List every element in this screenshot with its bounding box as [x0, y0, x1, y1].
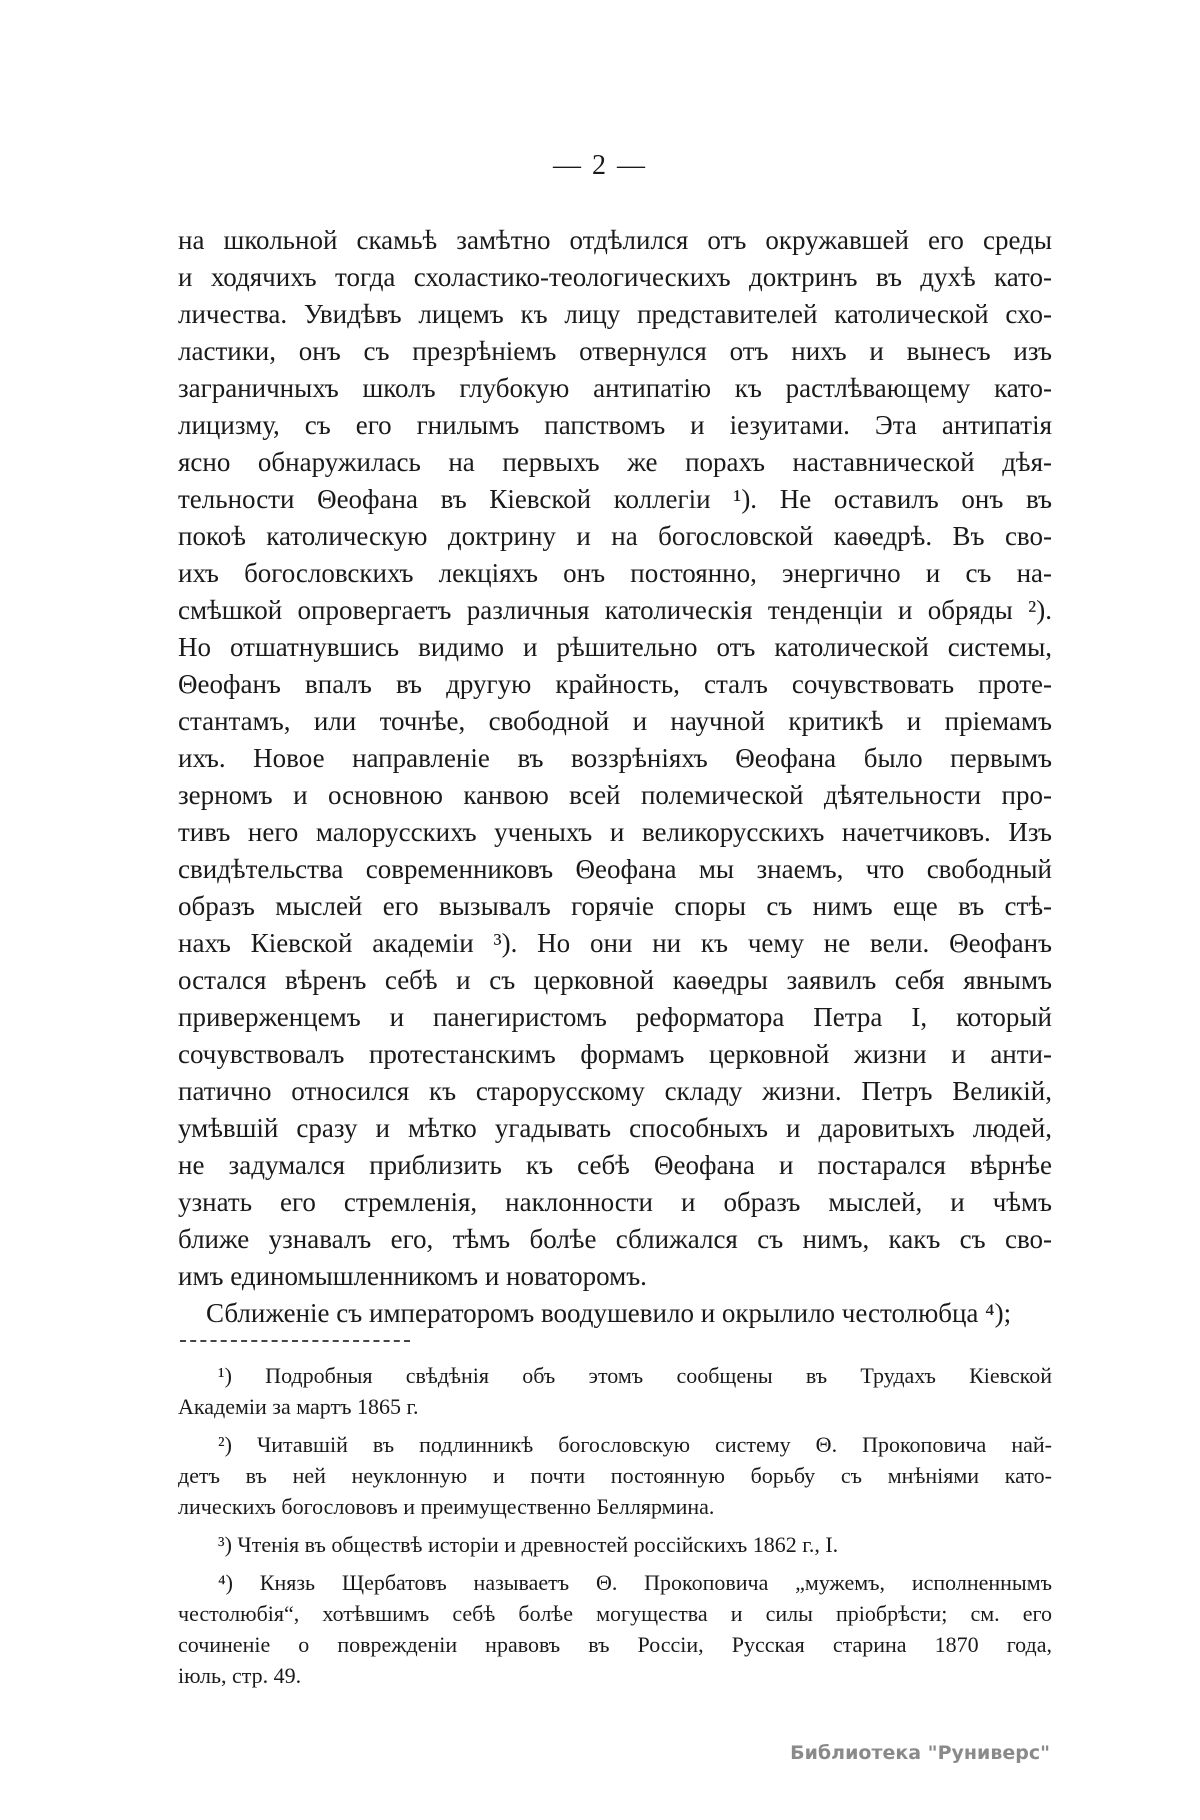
body-line: умѣвшій сразу и мѣтко угадывать способныхъ и даровитыхъ людей, — [178, 1113, 1052, 1143]
body-line: покоѣ католическую доктрину и на богословской каѳедрѣ. Въ сво- — [178, 521, 1052, 551]
body-line: ихъ. Новое направленіе въ воззрѣніяхъ Θеофана было первымъ — [178, 743, 1052, 773]
body-line: тельности Θеофана въ Кіевской коллегіи ¹). Не оставилъ онъ въ — [178, 484, 1052, 514]
body-line: Θеофанъ впалъ въ другую крайность, сталъ сочувствовать проте- — [178, 669, 1052, 699]
footnote-4-line: сочиненіе о поврежденіи нравовъ въ Россіи, Русская старина 1870 года, — [178, 1632, 1052, 1657]
body-line: Но отшатнувшись видимо и рѣшительно отъ католической системы, — [178, 632, 1052, 662]
footnote-2-line: лическихъ богослововъ и преимущественно Беллярмина. — [178, 1494, 715, 1519]
body-line: ихъ богословскихъ лекціяхъ онъ постоянно, энергично и съ на- — [178, 558, 1052, 588]
footnote-4-line: ⁴) Князь Щербатовъ называетъ Θ. Прокоповича „мужемъ, исполненнымъ — [218, 1570, 1052, 1595]
body-line: свидѣтельства современниковъ Θеофана мы знаемъ, что свободный — [178, 854, 1052, 884]
page-number: — 2 — — [553, 150, 647, 181]
body-line: остался вѣренъ себѣ и съ церковной каѳедры заявилъ себя явнымъ — [178, 965, 1052, 995]
body-line: тивъ него малорусскихъ ученыхъ и великорусскихъ начетчиковъ. Изъ — [178, 817, 1052, 847]
footnote-1-line: ¹) Подробныя свѣдѣнія объ этомъ сообщены въ Трудахъ Кіевской — [218, 1363, 1052, 1388]
body-line: смѣшкой опровергаетъ различныя католическія тенденціи и обряды ²). — [178, 595, 1052, 625]
body-line: ясно обнаружилась на первыхъ же порахъ наставнической дѣя- — [178, 447, 1052, 477]
library-watermark: Библиотека "Руниверс" — [790, 1742, 1050, 1764]
footnote-3-line: ³) Чтенія въ обществѣ исторіи и древностей россійскихъ 1862 г., I. — [218, 1532, 839, 1557]
body-line: заграничныхъ школъ глубокую антипатію къ растлѣвающему като- — [178, 373, 1052, 403]
body-line: сочувствовалъ протестанскимъ формамъ церковной жизни и анти- — [178, 1039, 1052, 1069]
footnotes — [178, 1360, 1052, 1691]
footnote-4-line: честолюбія“, хотѣвшимъ себѣ болѣе могущества и силы пріобрѣсти; см. его — [178, 1601, 1052, 1626]
footnote-divider — [180, 1340, 410, 1342]
body-line: приверженцемъ и панегиристомъ реформатора Петра I, который — [178, 1002, 1052, 1032]
footnote-2-line: детъ въ ней неуклонную и почти постоянную борьбу съ мнѣніями като- — [178, 1463, 1052, 1488]
body-line: узнать его стремленія, наклонности и образъ мыслей, и чѣмъ — [178, 1187, 1052, 1217]
footnote-2-line: ²) Читавшій въ подлинникѣ богословскую систему Θ. Прокоповича най- — [218, 1432, 1052, 1457]
footnote-1-line: Академіи за мартъ 1865 г. — [178, 1394, 419, 1419]
body-line: Сближеніе съ императоромъ воодушевило и окрылило честолюбца ⁴); — [206, 1298, 1012, 1328]
body-text — [178, 222, 1052, 1332]
body-line: образъ мыслей его вызывалъ горячіе споры съ нимъ еще въ стѣ- — [178, 891, 1052, 921]
body-line: стантамъ, или точнѣе, свободной и научной критикѣ и пріемамъ — [178, 706, 1052, 736]
body-line: зерномъ и основною канвою всей полемической дѣятельности про- — [178, 780, 1052, 810]
footnote-4-line: іюль, стр. 49. — [178, 1663, 302, 1688]
body-line: и ходячихъ тогда схоластико-теологическихъ доктринъ въ духѣ като- — [178, 262, 1052, 292]
body-line: ближе узнавалъ его, тѣмъ болѣе сближался съ нимъ, какъ съ сво- — [178, 1224, 1052, 1254]
body-line: патично относился къ старорусскому складу жизни. Петръ Великій, — [178, 1076, 1052, 1106]
body-line: личества. Увидѣвъ лицемъ къ лицу представителей католической схо- — [178, 299, 1052, 329]
body-line: ластики, онъ съ презрѣніемъ отвернулся отъ нихъ и вынесъ изъ — [178, 336, 1052, 366]
body-line: лицизму, съ его гнилымъ папствомъ и іезуитами. Эта антипатія — [178, 410, 1052, 440]
body-line: нахъ Кіевской академіи ³). Но они ни къ чему не вели. Θеофанъ — [178, 928, 1052, 958]
body-line: имъ единомышленникомъ и новаторомъ. — [178, 1261, 647, 1291]
body-line: на школьной скамьѣ замѣтно отдѣлился отъ окружавшей его среды — [178, 225, 1052, 255]
body-line: не задумался приблизить къ себѣ Θеофана и постарался вѣрнѣе — [178, 1150, 1052, 1180]
